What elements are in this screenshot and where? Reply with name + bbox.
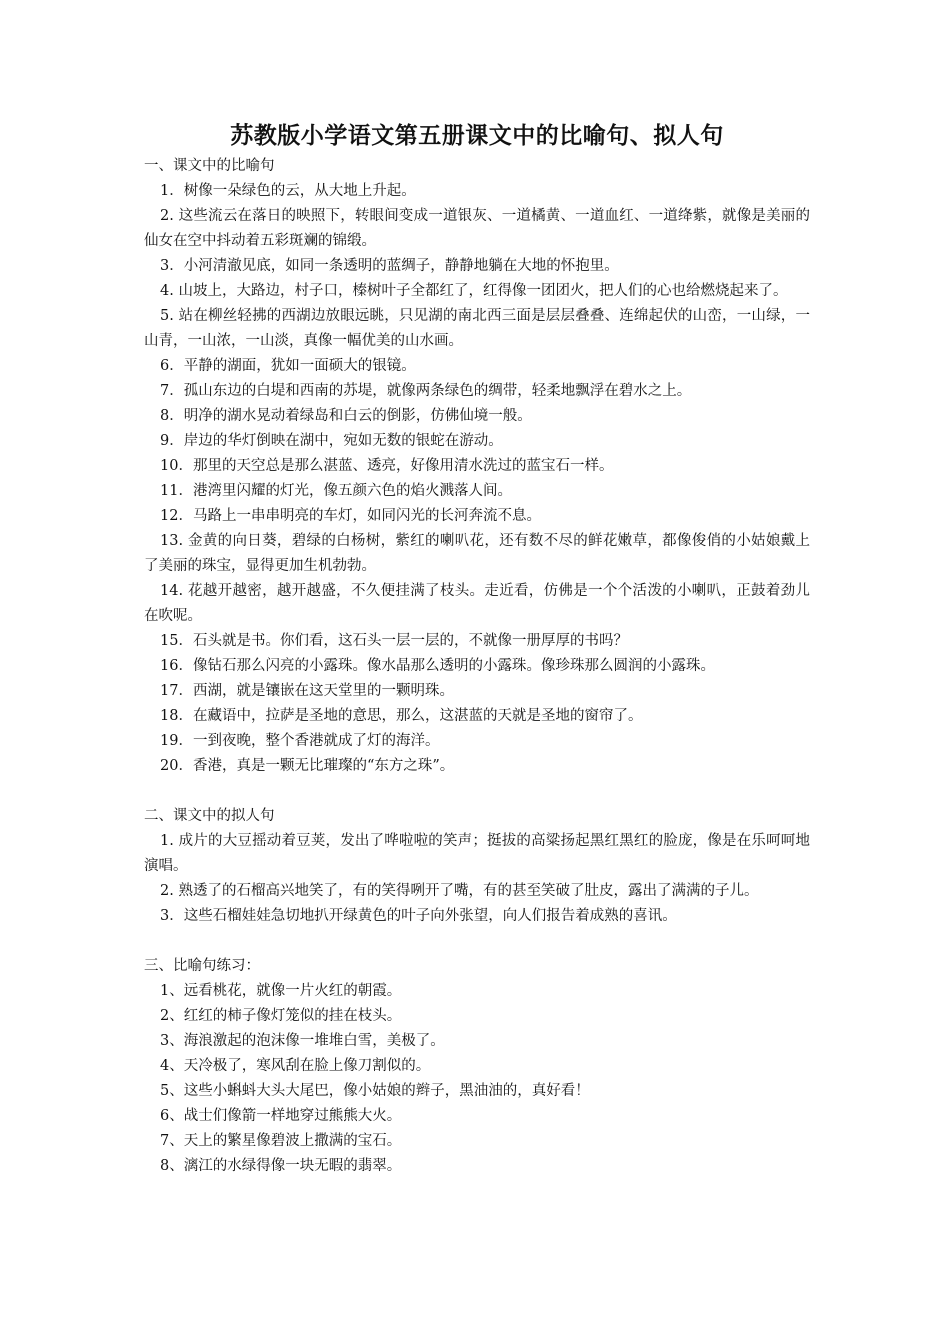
list-item: 3．小河清澈见底，如同一条透明的蓝绸子，静静地躺在大地的怀抱里。 [160,258,619,274]
list-item: 18．在藏语中，拉萨是圣地的意思，那么，这湛蓝的天就是圣地的窗帘了。 [160,708,643,724]
list-item: 8．明净的湖水晃动着绿岛和白云的倒影，仿佛仙境一般。 [160,408,532,424]
list-item: 20．香港，真是一颗无比璀璨的“东方之珠”。 [160,758,455,774]
list-item: 6．平静的湖面，犹如一面硕大的银镜。 [160,358,416,374]
document-page [144,118,810,1179]
list-item: 5、这些小蝌蚪大头大尾巴，像小姑娘的辫子，黑油油的，真好看！ [160,1083,590,1099]
section-heading: 二、课文中的拟人句 [144,808,275,824]
list-item: 7．孤山东边的白堤和西南的苏堤，就像两条绿色的绸带，轻柔地飘浮在碧水之上。 [160,383,692,399]
list-item: 1. 成片的大豆摇动着豆荚，发出了哗啦啦的笑声；挺拔的高粱扬起黑红黑红的脸庞，像是在乐呵呵地演唱。 [144,833,810,874]
list-item: 2、红红的柿子像灯笼似的挂在枝头。 [160,1008,402,1024]
list-item: 1、远看桃花，就像一片火红的朝霞。 [160,983,402,999]
section-spacer [144,929,810,954]
list-item: 3．这些石榴娃娃急切地扒开绿黄色的叶子向外张望，向人们报告着成熟的喜讯。 [160,908,677,924]
list-item: 7、天上的繁星像碧波上撒满的宝石。 [160,1133,402,1149]
list-item: 6、战士们像箭一样地穿过熊熊大火。 [160,1108,402,1124]
list-item: 12．马路上一串串明亮的车灯，如同闪光的长河奔流不息。 [160,508,541,524]
section-personification [144,804,810,929]
list-item: 15．石头就是书。你们看，这石头一层一层的，不就像一册厚厚的书吗？ [160,633,628,649]
list-item: 8、漓江的水绿得像一块无暇的翡翠。 [160,1158,402,1174]
list-item: 19．一到夜晚，整个香港就成了灯的海洋。 [160,733,440,749]
list-item: 1．树像一朵绿色的云，从大地上升起。 [160,183,416,199]
list-item: 11．港湾里闪耀的灯光，像五颜六色的焰火溅落人间。 [160,483,512,499]
section-heading: 一、课文中的比喻句 [144,158,275,174]
list-item: 2. 熟透了的石榴高兴地笑了，有的笑得咧开了嘴，有的甚至笑破了肚皮，露出了满满的子儿。 [160,883,759,899]
list-item: 2. 这些流云在落日的映照下，转眼间变成一道银灰、一道橘黄、一道血红、一道绛紫，就像是美丽的仙女在空中抖动着五彩斑斓的锦缎。 [144,208,810,249]
list-item: 16．像钻石那么闪亮的小露珠。像水晶那么透明的小露珠。像珍珠那么圆润的小露珠。 [160,658,715,674]
list-item: 3、海浪激起的泡沫像一堆堆白雪，美极了。 [160,1033,445,1049]
list-item: 13. 金黄的向日葵，碧绿的白杨树，紫红的喇叭花，还有数不尽的鲜花嫩草，都像俊俏的小姑娘戴上了美丽的珠宝，显得更加生机勃勃。 [144,533,810,574]
list-item: 17．西湖，就是镶嵌在这天堂里的一颗明珠。 [160,683,454,699]
section-similes [144,154,810,779]
list-item: 4、天冷极了，寒风刮在脸上像刀割似的。 [160,1058,431,1074]
list-item: 4. 山坡上，大路边，村子口，榛树叶子全都红了，红得像一团团火，把人们的心也给燃烧起来了。 [160,283,788,299]
document-title: 苏教版小学语文第五册课文中的比喻句、拟人句 [230,122,724,149]
list-item: 9．岸边的华灯倒映在湖中，宛如无数的银蛇在游动。 [160,433,503,449]
list-item: 5. 站在柳丝轻拂的西湖边放眼远眺，只见湖的南北西三面是层层叠叠、连绵起伏的山峦，一山绿，一山青，一山浓，一山淡，真像一幅优美的山水画。 [144,308,810,349]
section-simile-practice [144,954,810,1179]
section-spacer [144,779,810,804]
section-heading: 三、比喻句练习： [144,958,260,974]
list-item: 14. 花越开越密，越开越盛，不久便挂满了枝头。走近看，仿佛是一个个活泼的小喇叭，正鼓着劲儿在吹呢。 [144,583,810,624]
list-item: 10．那里的天空总是那么湛蓝、透亮，好像用清水洗过的蓝宝石一样。 [160,458,614,474]
